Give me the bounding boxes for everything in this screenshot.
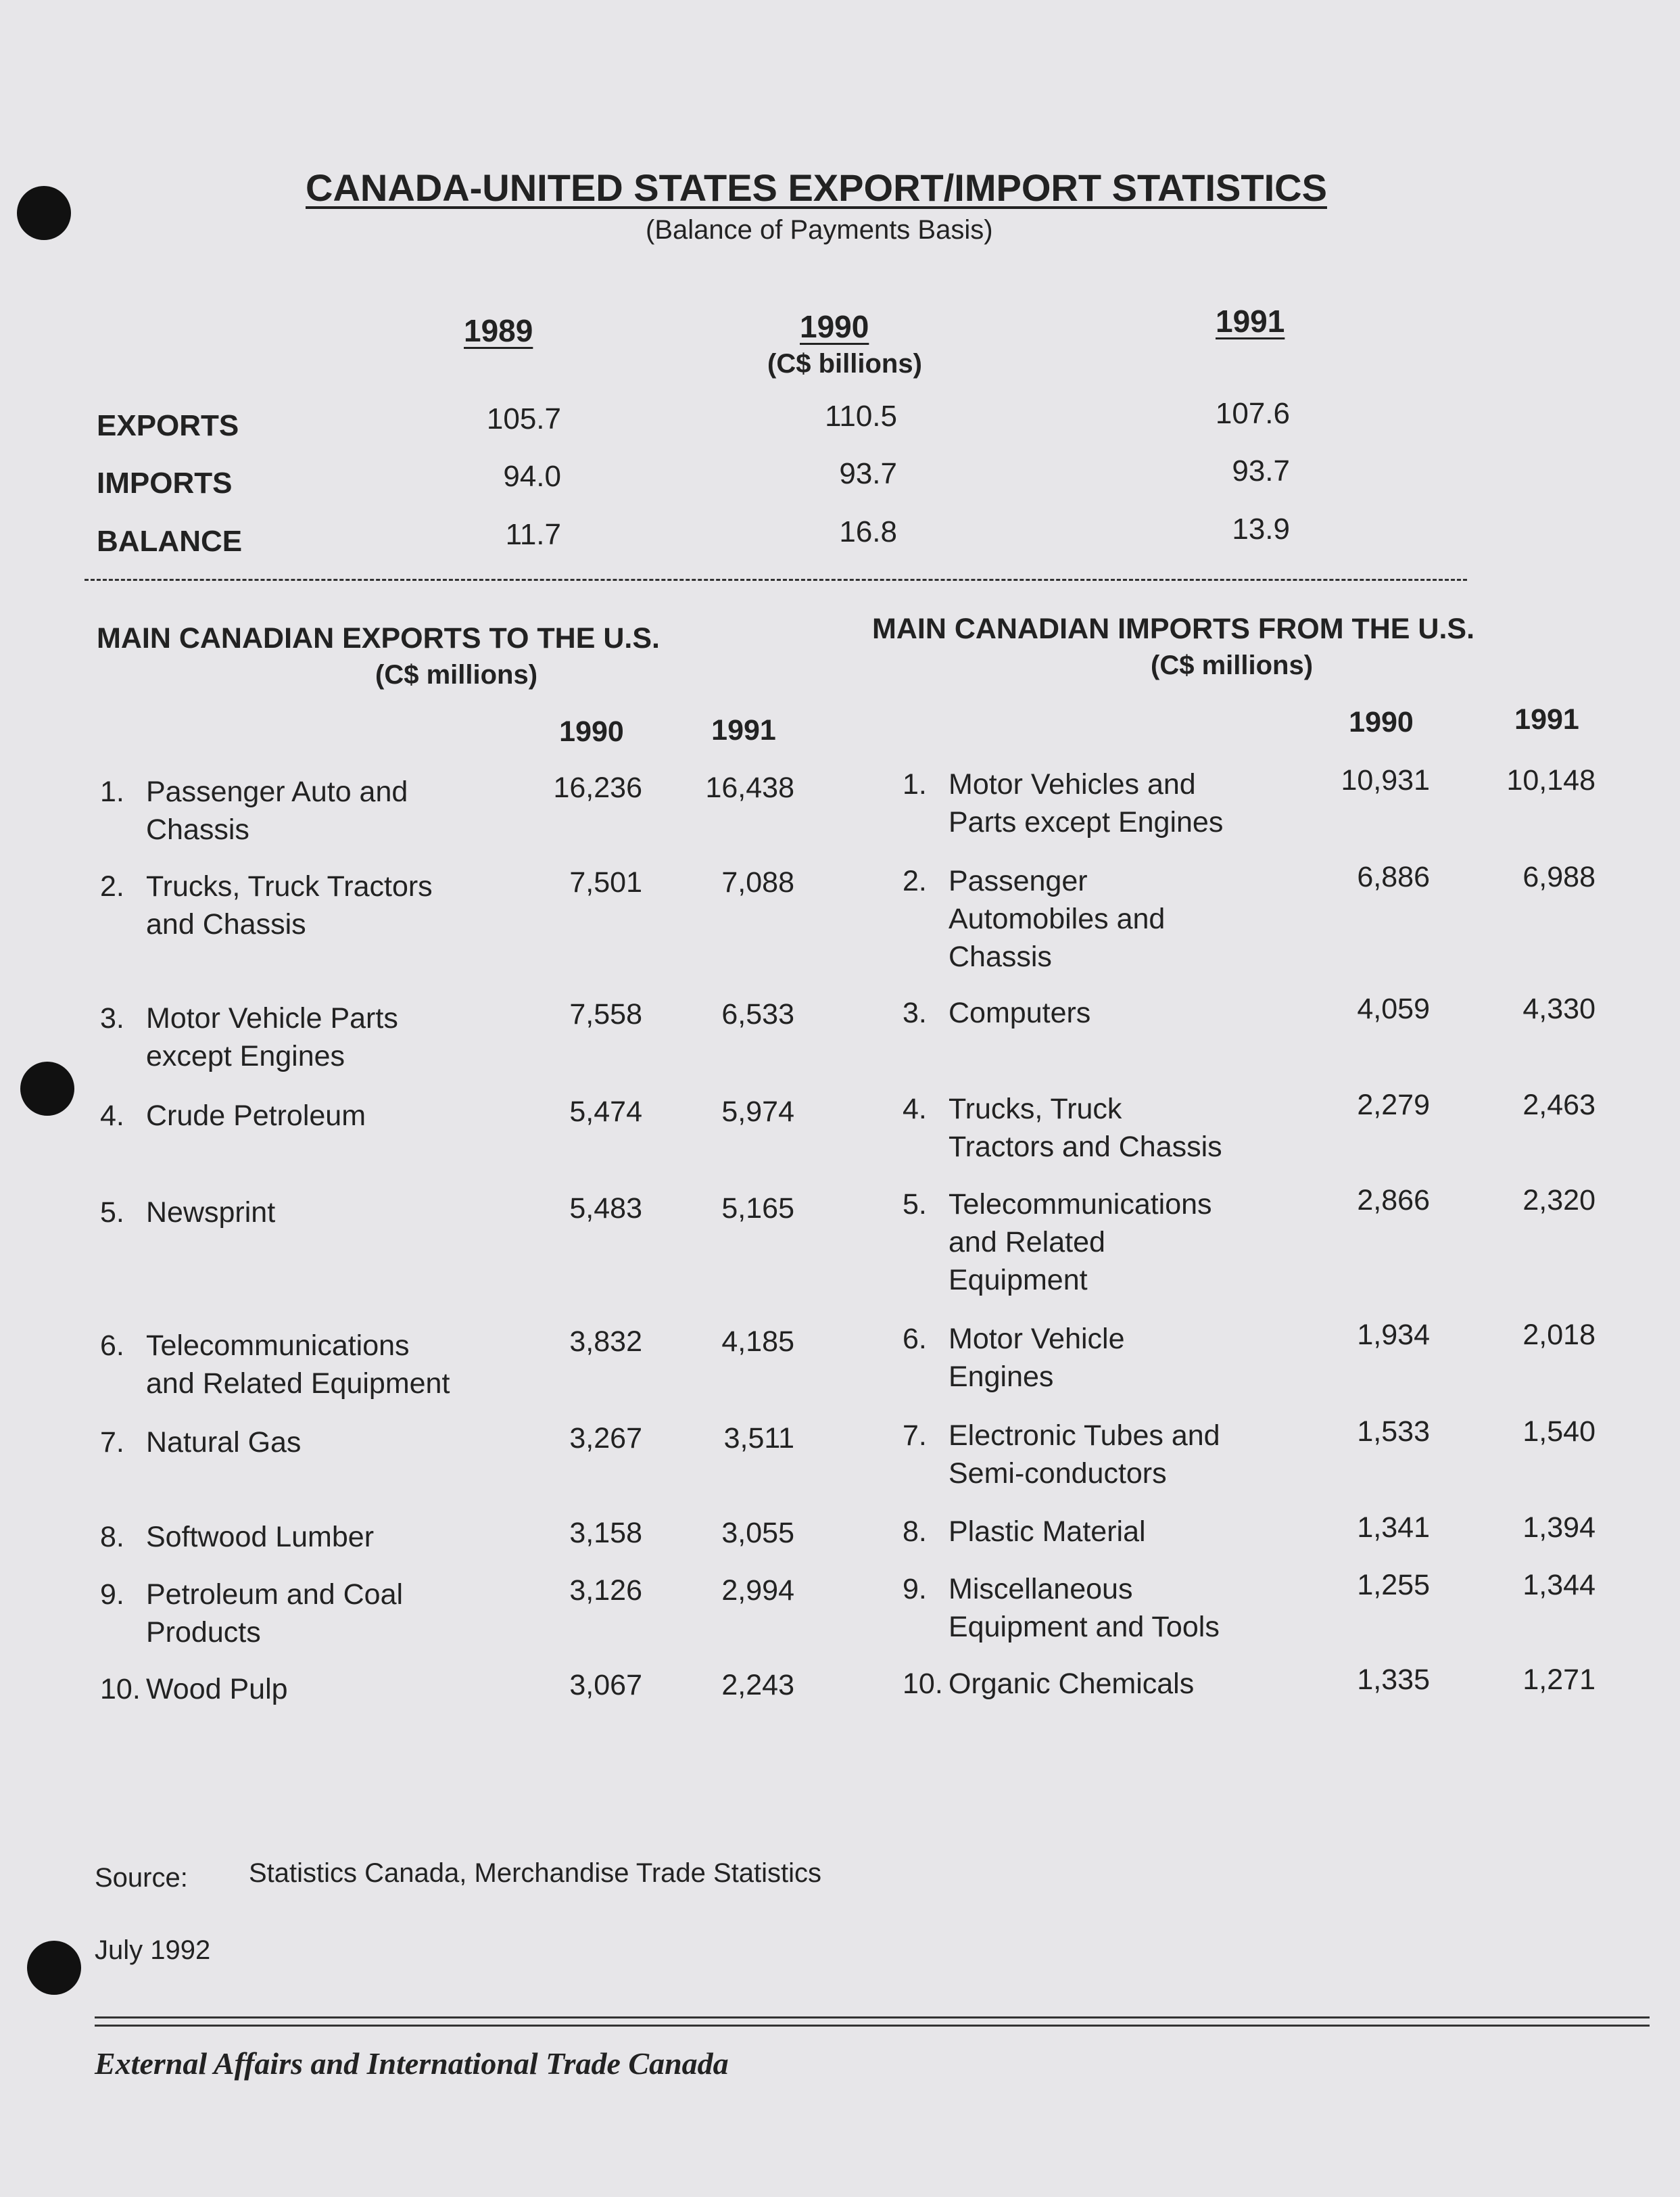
exports-item-label-line: Trucks, Truck Tractors	[146, 870, 433, 903]
imports-item-value: 1,335	[1357, 1663, 1430, 1696]
imports-item-value: 10,931	[1341, 764, 1430, 797]
summary-value: 13.9	[1232, 513, 1290, 546]
imports-item-label-line: Electronic Tubes and	[949, 1419, 1220, 1452]
exports-item-label-line: Petroleum and Coal	[146, 1578, 404, 1611]
exports-item-label-line: Wood Pulp	[146, 1673, 288, 1705]
imports-item-number: 7.	[903, 1419, 927, 1452]
imports-item-value: 1,271	[1522, 1663, 1595, 1696]
binder-hole	[17, 186, 71, 240]
imports-item-label-line: Telecommunications	[949, 1188, 1212, 1221]
imports-col-1991: 1991	[1514, 703, 1579, 736]
imports-item-label	[949, 1665, 1194, 1703]
exports-item-value: 3,267	[569, 1422, 642, 1455]
imports-item-label-line: Miscellaneous	[949, 1573, 1133, 1605]
exports-item-label	[146, 1194, 275, 1231]
imports-item-value: 1,934	[1357, 1319, 1430, 1351]
imports-item-value: 2,279	[1357, 1089, 1430, 1121]
imports-unit: (C$ millions)	[1151, 651, 1314, 680]
summary-value: 110.5	[825, 400, 897, 433]
exports-item-number: 3.	[100, 1002, 124, 1035]
imports-item-value: 1,344	[1522, 1569, 1595, 1601]
exports-item-label	[146, 1097, 366, 1135]
summary-value: 105.7	[486, 402, 561, 435]
summary-row-label: BALANCE	[97, 525, 243, 558]
imports-item-number: 1.	[903, 768, 927, 801]
imports-item-value: 1,255	[1357, 1569, 1430, 1601]
imports-item-label-line: Plastic Material	[949, 1515, 1146, 1548]
exports-item-number: 5.	[100, 1196, 124, 1229]
exports-item-number: 2.	[100, 870, 124, 903]
exports-col-1991: 1991	[711, 714, 776, 747]
exports-item-label	[146, 773, 408, 849]
exports-item-value: 3,511	[723, 1422, 794, 1455]
footer-rule	[95, 2025, 1650, 2027]
exports-item-number: 1.	[100, 776, 124, 808]
exports-item-value: 3,832	[569, 1325, 642, 1358]
imports-item-label	[949, 1090, 1222, 1166]
imports-item-value: 6,988	[1522, 861, 1595, 893]
imports-item-label-line: Parts except Engines	[949, 806, 1224, 838]
summary-year-1991: 1991	[1216, 304, 1285, 339]
imports-item-label-line: Equipment	[949, 1264, 1088, 1296]
imports-item-value: 1,394	[1522, 1511, 1595, 1544]
imports-item-number: 8.	[903, 1515, 927, 1548]
footer-rule	[95, 2016, 1650, 2018]
imports-item-value: 2,018	[1522, 1319, 1595, 1351]
exports-item-label	[146, 868, 433, 943]
exports-item-value: 3,158	[569, 1517, 642, 1549]
imports-item-label	[949, 1320, 1125, 1396]
source-label: Source:	[95, 1863, 188, 1893]
exports-item-value: 16,438	[705, 772, 794, 804]
exports-item-label-line: Natural Gas	[146, 1426, 302, 1459]
binder-hole	[27, 1941, 81, 1995]
imports-item-value: 4,330	[1522, 993, 1595, 1025]
imports-item-value: 2,866	[1357, 1184, 1430, 1216]
exports-item-value: 5,974	[721, 1095, 794, 1128]
page-title: CANADA-UNITED STATES EXPORT/IMPORT STATISTICS	[306, 166, 1327, 209]
imports-item-label-line: Engines	[949, 1361, 1054, 1393]
imports-item-value: 1,341	[1357, 1511, 1430, 1544]
summary-row-label: IMPORTS	[97, 467, 233, 500]
summary-value: 11.7	[505, 518, 561, 551]
imports-item-value: 2,463	[1522, 1089, 1595, 1121]
exports-item-number: 9.	[100, 1578, 124, 1611]
imports-item-label	[949, 765, 1223, 841]
exports-item-value: 6,533	[721, 998, 794, 1031]
section-divider	[85, 579, 1467, 581]
imports-item-number: 6.	[903, 1323, 927, 1355]
imports-item-value: 2,320	[1522, 1184, 1595, 1216]
exports-item-label-line: Chassis	[146, 813, 249, 846]
page-subtitle: (Balance of Payments Basis)	[646, 215, 993, 245]
summary-value: 107.6	[1215, 397, 1290, 430]
exports-item-number: 8.	[100, 1521, 124, 1553]
summary-unit: (C$ billions)	[767, 349, 922, 379]
exports-item-label	[146, 1576, 403, 1651]
imports-item-label-line: Organic Chemicals	[949, 1668, 1195, 1700]
exports-item-value: 4,185	[721, 1325, 794, 1358]
imports-item-label-line: Chassis	[949, 941, 1052, 973]
summary-value: 93.7	[839, 457, 897, 490]
imports-item-label-line: and Related	[949, 1226, 1105, 1258]
exports-item-value: 2,994	[721, 1574, 794, 1607]
summary-value: 94.0	[503, 460, 561, 493]
exports-item-value: 3,126	[569, 1574, 642, 1607]
exports-item-label-line: Passenger Auto and	[146, 776, 408, 808]
exports-item-value: 3,055	[721, 1517, 794, 1549]
exports-item-value: 7,558	[569, 998, 642, 1031]
imports-item-label	[949, 1513, 1146, 1551]
exports-item-label	[146, 999, 398, 1075]
imports-item-number: 3.	[903, 997, 927, 1029]
exports-item-label-line: and Related Equipment	[146, 1367, 450, 1400]
exports-item-value: 5,165	[721, 1192, 794, 1225]
imports-item-label-line: Equipment and Tools	[949, 1611, 1220, 1643]
imports-item-label	[949, 1185, 1212, 1299]
imports-item-value: 10,148	[1506, 764, 1595, 797]
exports-item-value: 2,243	[721, 1669, 794, 1701]
exports-item-value: 7,088	[721, 866, 794, 899]
exports-item-value: 7,501	[569, 866, 642, 899]
exports-item-label-line: Softwood Lumber	[146, 1521, 375, 1553]
exports-item-label	[146, 1670, 288, 1708]
exports-item-number: 10.	[100, 1673, 141, 1705]
exports-item-label-line: Newsprint	[146, 1196, 276, 1229]
exports-item-number: 7.	[100, 1426, 124, 1459]
exports-item-value: 5,474	[569, 1095, 642, 1128]
imports-item-number: 5.	[903, 1188, 927, 1221]
exports-heading: MAIN CANADIAN EXPORTS TO THE U.S.	[97, 622, 660, 655]
imports-item-label-line: Computers	[949, 997, 1091, 1029]
summary-year-1990: 1990	[800, 309, 869, 344]
publication-date: July 1992	[95, 1935, 211, 1965]
imports-item-label-line: Motor Vehicle	[949, 1323, 1125, 1355]
imports-heading: MAIN CANADIAN IMPORTS FROM THE U.S.	[872, 613, 1475, 645]
imports-item-number: 10.	[903, 1668, 943, 1700]
imports-item-label	[949, 994, 1090, 1032]
imports-item-number: 9.	[903, 1573, 927, 1605]
imports-item-value: 1,540	[1522, 1415, 1595, 1448]
exports-item-label	[146, 1518, 374, 1556]
imports-item-label	[949, 862, 1165, 976]
imports-item-number: 2.	[903, 865, 927, 897]
imports-item-label-line: Tractors and Chassis	[949, 1131, 1222, 1163]
source-text: Statistics Canada, Merchandise Trade Statistics	[249, 1858, 822, 1888]
exports-item-value: 16,236	[553, 772, 642, 804]
summary-value: 93.7	[1232, 454, 1290, 488]
exports-item-value: 3,067	[569, 1669, 642, 1701]
imports-item-label-line: Semi-conductors	[949, 1457, 1167, 1490]
exports-item-label-line: Products	[146, 1616, 261, 1649]
exports-item-number: 4.	[100, 1100, 124, 1132]
imports-item-value: 1,533	[1357, 1415, 1430, 1448]
imports-item-label	[949, 1417, 1220, 1492]
imports-item-label-line: Passenger	[949, 865, 1088, 897]
imports-item-value: 4,059	[1357, 993, 1430, 1025]
summary-value: 16.8	[839, 515, 897, 548]
summary-row-label: EXPORTS	[97, 409, 239, 442]
imports-col-1990: 1990	[1349, 706, 1414, 738]
imports-item-value: 6,886	[1357, 861, 1430, 893]
exports-item-label-line: Motor Vehicle Parts	[146, 1002, 398, 1035]
exports-item-label	[146, 1327, 450, 1402]
imports-item-label-line: Trucks, Truck	[949, 1093, 1122, 1125]
exports-item-label	[146, 1423, 301, 1461]
exports-item-label-line: Telecommunications	[146, 1329, 410, 1362]
summary-year-1989: 1989	[464, 313, 533, 348]
exports-item-number: 6.	[100, 1329, 124, 1362]
imports-item-label-line: Motor Vehicles and	[949, 768, 1196, 801]
imports-item-label	[949, 1570, 1220, 1646]
exports-col-1990: 1990	[559, 715, 624, 748]
exports-item-label-line: except Engines	[146, 1040, 345, 1072]
exports-item-label-line: Crude Petroleum	[146, 1100, 366, 1132]
agency-name: External Affairs and International Trade Canada	[95, 2046, 729, 2081]
exports-unit: (C$ millions)	[375, 660, 538, 690]
imports-item-label-line: Automobiles and	[949, 903, 1166, 935]
imports-item-number: 4.	[903, 1093, 927, 1125]
exports-item-label-line: and Chassis	[146, 908, 306, 941]
binder-hole	[20, 1062, 74, 1116]
exports-item-value: 5,483	[569, 1192, 642, 1225]
